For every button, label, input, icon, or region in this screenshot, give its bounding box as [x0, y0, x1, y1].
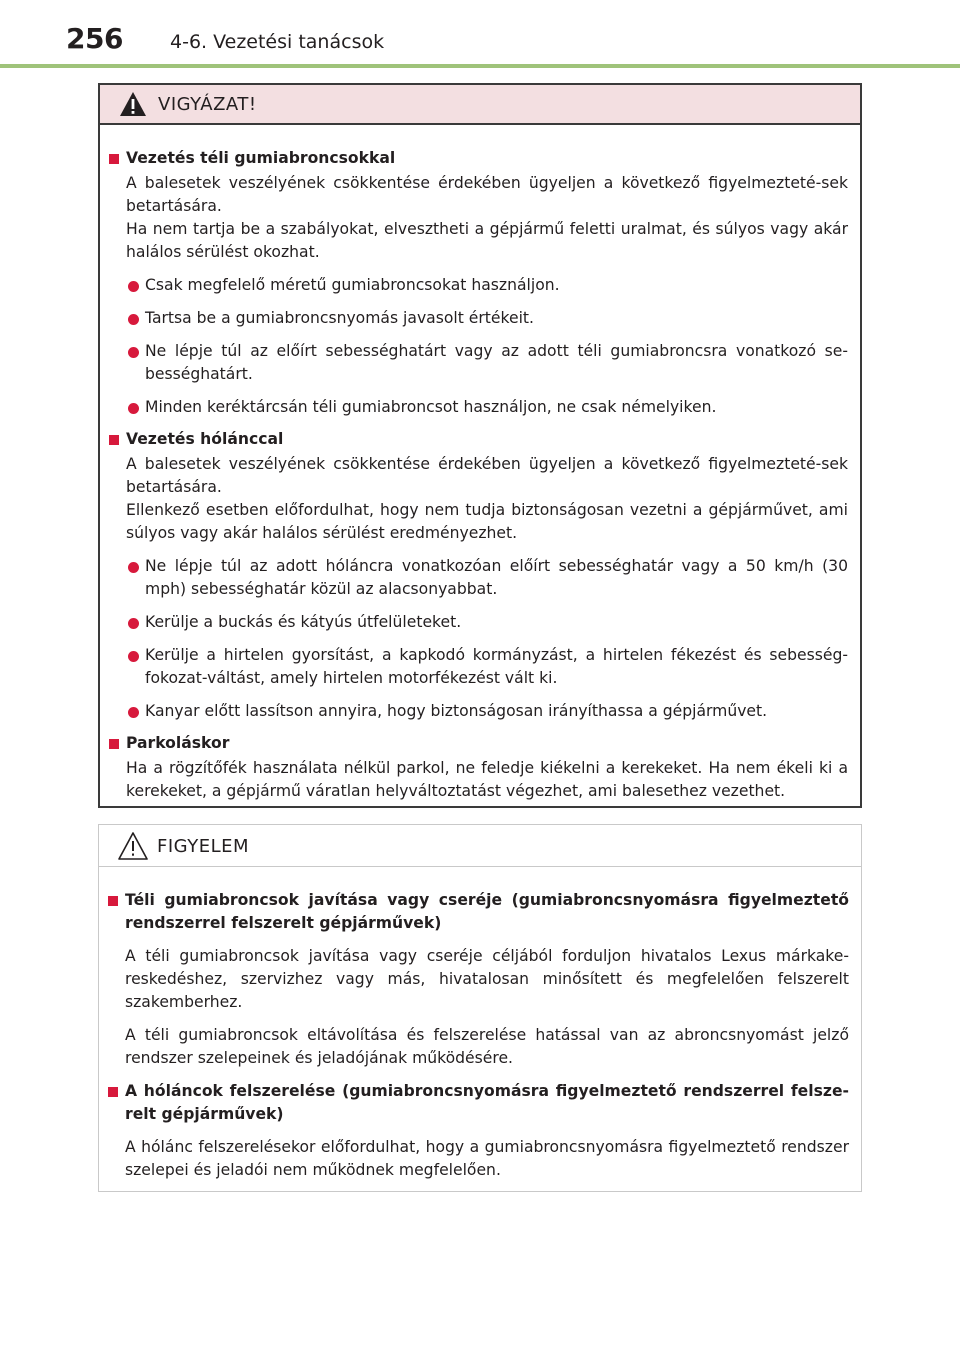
- section-heading: Parkoláskor: [100, 732, 850, 755]
- page-number: 256: [66, 22, 123, 55]
- red-square-icon: [108, 1087, 118, 1097]
- caution-header: [99, 825, 861, 867]
- paragraph: A téli gumiabroncsok javítása vagy cseréje céljából forduljon hivatalos Lexus márkake-reskedéshez, szervizhez vagy más, hivatalosan minősített és megfelelően felszerelt szakemberhez.: [125, 947, 849, 1011]
- section-heading: Téli gumiabroncsok javítása vagy cseréje (gumiabroncsnyomásra figyelmeztető rendszerrel felszerelt gépjárművek): [99, 889, 849, 935]
- caution-title: FIGYELEM: [157, 836, 250, 857]
- bullet-item: Minden keréktárcsán téli gumiabroncsot használjon, ne csak némelyiken.: [100, 396, 860, 419]
- paragraph: Ha a rögzítőfék használata nélkül parkol, ne feledje kiékelni a kerekeket. Ha nem ékeli ki a kerekeket, a gépjármű váratlan helyváltoztatást végezhet, ami balesethez vezethet.: [126, 759, 848, 800]
- red-square-icon: [109, 154, 119, 164]
- section-heading: A hóláncok felszerelése (gumiabroncsnyomásra figyelmeztető rendszerrel felsze-relt gépjárművek): [99, 1080, 849, 1126]
- bullet-item: Ne lépje túl az adott hóláncra vonatkozóan előírt sebességhatár vagy a 50 km/h (30 mph) sebességhatár közül az alacsonyabbat.: [100, 555, 860, 601]
- warning-content: [100, 147, 860, 803]
- section-title: 4-6. Vezetési tanácsok: [170, 31, 385, 53]
- red-dot-icon: [128, 562, 139, 573]
- paragraph: Ellenkező esetben előfordulhat, hogy nem tudja biztonságosan vezetni a gépjárművet, ami súlyos vagy akár halálos sérülést eredményezhet.: [126, 501, 848, 542]
- red-dot-icon: [128, 281, 139, 292]
- section-heading: Vezetés téli gumiabroncsokkal: [100, 147, 850, 170]
- red-square-icon: [109, 739, 119, 749]
- red-dot-icon: [128, 707, 139, 718]
- paragraph: A hólánc felszerelésekor előfordulhat, hogy a gumiabroncsnyomásra figyelmeztető rendszer szelepei és jeladói nem működnek megfelelően.: [125, 1138, 849, 1179]
- bullet-item: Kerülje a hirtelen gyorsítást, a kapkodó kormányzást, a hirtelen fékezést és sebesség-fokozat-váltást, amely hirtelen motorfékezést vált ki.: [100, 644, 860, 690]
- paragraph: A téli gumiabroncsok eltávolítása és felszerelése hatással van az abroncsnyomást jelző rendszer szelepeinek és jeladójának működésére.: [125, 1026, 849, 1067]
- red-dot-icon: [128, 651, 139, 662]
- paragraph: A balesetek veszélyének csökkentése érdekében ügyeljen a következő figyelmezteté-sek betartására.: [126, 455, 848, 496]
- paragraph: Ha nem tartja be a szabályokat, elvesztheti a gépjármű feletti uralmat, és súlyos vagy akár halálos sérülést okozhat.: [126, 220, 848, 261]
- warning-triangle-icon: [118, 90, 148, 118]
- red-square-icon: [108, 896, 118, 906]
- bullet-item: Ne lépje túl az előírt sebességhatárt vagy az adott téli gumiabroncsra vonatkozó se-bességhatárt.: [100, 340, 860, 386]
- red-square-icon: [109, 435, 119, 445]
- bullet-item: Tartsa be a gumiabroncsnyomás javasolt értékeit.: [100, 307, 860, 330]
- caution-triangle-icon: [117, 831, 149, 861]
- bullet-item: Kanyar előtt lassítson annyira, hogy biztonságosan irányíthassa a gépjárművet.: [100, 700, 860, 723]
- section-heading: Vezetés hólánccal: [100, 428, 850, 451]
- warning-title: VIGYÁZAT!: [158, 94, 257, 115]
- header-rule: [0, 64, 960, 68]
- paragraph: A balesetek veszélyének csökkentése érdekében ügyeljen a következő figyelmezteté-sek betartására.: [126, 174, 848, 215]
- red-dot-icon: [128, 618, 139, 629]
- bullet-item: Csak megfelelő méretű gumiabroncsokat használjon.: [100, 274, 860, 297]
- red-dot-icon: [128, 403, 139, 414]
- red-dot-icon: [128, 347, 139, 358]
- bullet-item: Kerülje a buckás és kátyús útfelületeket.: [100, 611, 860, 634]
- warning-box: [98, 83, 862, 808]
- warning-header: [100, 85, 860, 125]
- page-header: [0, 0, 960, 70]
- caution-box: [98, 824, 862, 1192]
- caution-content: [99, 889, 861, 1182]
- red-dot-icon: [128, 314, 139, 325]
